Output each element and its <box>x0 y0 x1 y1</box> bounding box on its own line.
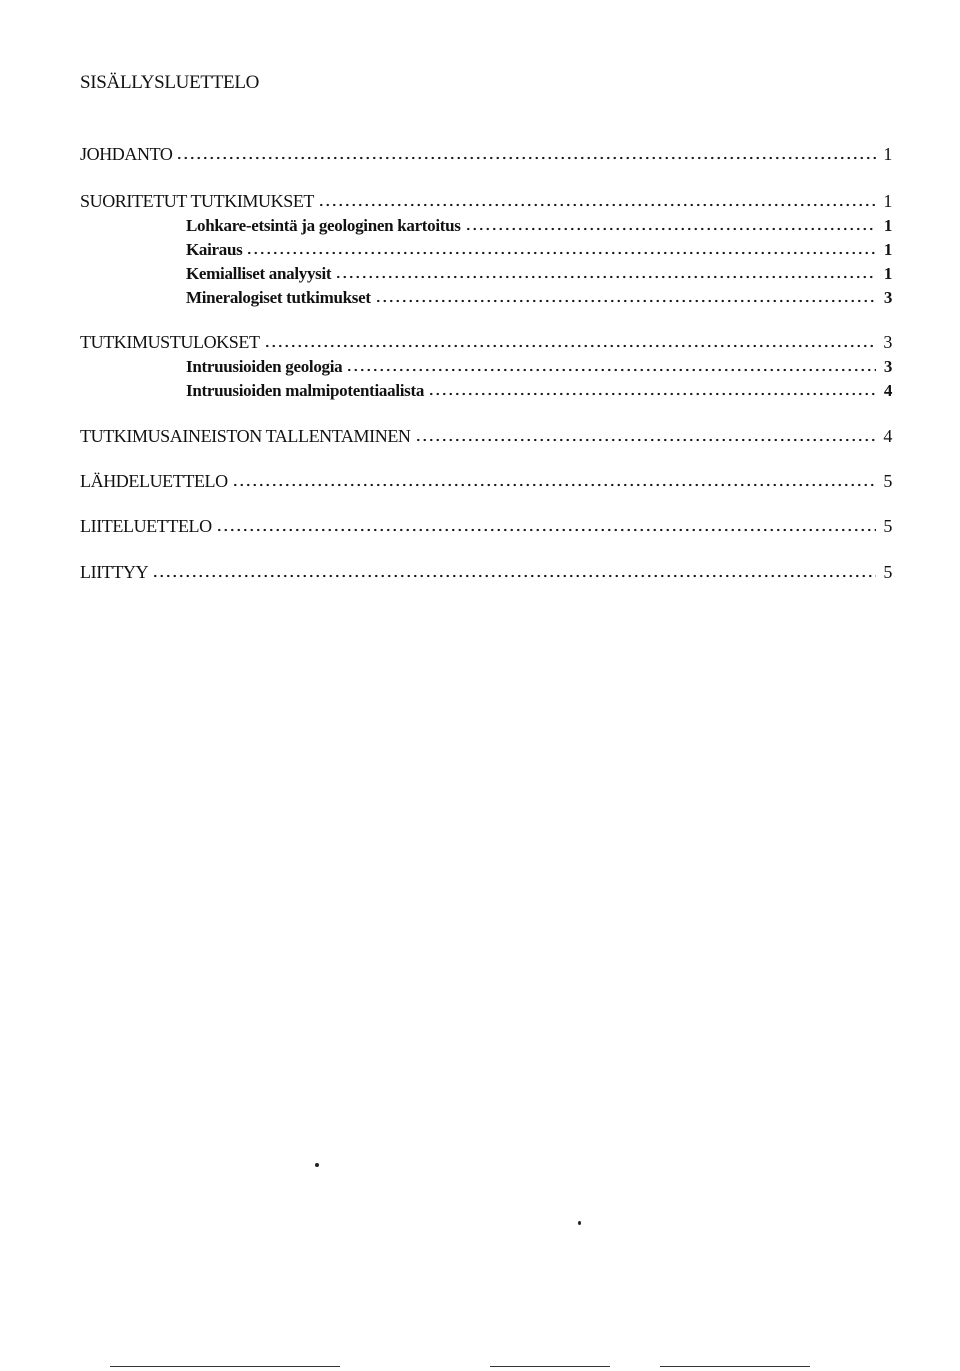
toc-entry-lahdeluettelo <box>80 469 892 493</box>
scan-edge-line <box>490 1366 610 1367</box>
toc-entry-label: LIITELUETTELO <box>80 516 212 536</box>
toc-entry-label: LÄHDELUETTELO <box>80 471 228 491</box>
toc-entry-tutkimusaineiston-tallentaminen <box>80 424 892 448</box>
toc-page-number: 5 <box>883 471 892 491</box>
dot-leader <box>176 142 876 160</box>
toc-entry-suoritetut-tutkimukset <box>80 189 892 213</box>
toc-page-number: 3 <box>883 332 892 352</box>
toc-entry-johdanto <box>80 142 892 166</box>
toc-entry-label: Mineralogiset tutkimukset <box>186 288 371 307</box>
toc-entry-label: Kemialliset analyysit <box>186 264 332 283</box>
toc-entry-label: JOHDANTO <box>80 144 173 164</box>
toc-subentry-kemialliset-analyysit <box>186 261 892 285</box>
toc-entry-tutkimustulokset <box>80 330 892 354</box>
toc-page-number: 1 <box>883 264 892 283</box>
toc-page-number: 3 <box>883 357 892 376</box>
toc-entry-label: Kairaus <box>186 240 243 259</box>
toc-page-number: 4 <box>883 381 892 400</box>
toc-page-number: 1 <box>883 216 892 235</box>
dot-leader <box>415 424 876 442</box>
toc-entry-label: SUORITETUT TUTKIMUKSET <box>80 191 315 211</box>
dot-leader <box>152 560 876 578</box>
dot-leader <box>246 237 876 255</box>
dot-leader <box>346 354 876 372</box>
toc-subentry-intruusioiden-geologia <box>186 354 892 378</box>
dot-leader <box>216 514 876 532</box>
toc-entry-liiteluettelo <box>80 514 892 538</box>
toc-subentry-lohkare-etsinta <box>186 213 892 237</box>
dot-leader <box>465 213 876 231</box>
toc-page-number: 1 <box>883 191 892 211</box>
toc-entry-label: Intruusioiden malmipotentiaalista <box>186 381 425 400</box>
dot-leader <box>318 189 876 207</box>
scan-speck <box>578 1221 581 1225</box>
page-title: SISÄLLYSLUETTELO <box>80 72 260 93</box>
scan-edge-line <box>660 1366 810 1367</box>
toc-subentry-kairaus <box>186 237 892 261</box>
toc-entry-label: Intruusioiden geologia <box>186 357 343 376</box>
dot-leader <box>264 330 876 348</box>
scan-speck <box>315 1163 319 1167</box>
toc-page-number: 3 <box>883 288 892 307</box>
toc-entry-label: Lohkare-etsintä ja geologinen kartoitus <box>186 216 461 235</box>
dot-leader <box>335 261 876 279</box>
dot-leader <box>375 285 876 303</box>
toc-page-number: 5 <box>883 562 892 582</box>
toc-subentry-mineralogiset-tutkimukset <box>186 285 892 309</box>
scan-edge-line <box>110 1366 340 1367</box>
toc-page-number: 1 <box>883 144 892 164</box>
toc-entry-liittyy <box>80 560 892 584</box>
dot-leader <box>232 469 876 487</box>
toc-page-number: 5 <box>883 516 892 536</box>
toc-page-number: 4 <box>883 426 892 446</box>
toc-entry-label: TUTKIMUSTULOKSET <box>80 332 260 352</box>
toc-entry-label: LIITTYY <box>80 562 149 582</box>
toc-entry-label: TUTKIMUSAINEISTON TALLENTAMINEN <box>80 426 411 446</box>
toc-subentry-intruusioiden-malmipotentiaalista <box>186 378 892 402</box>
toc-page-number: 1 <box>883 240 892 259</box>
dot-leader <box>428 378 876 396</box>
